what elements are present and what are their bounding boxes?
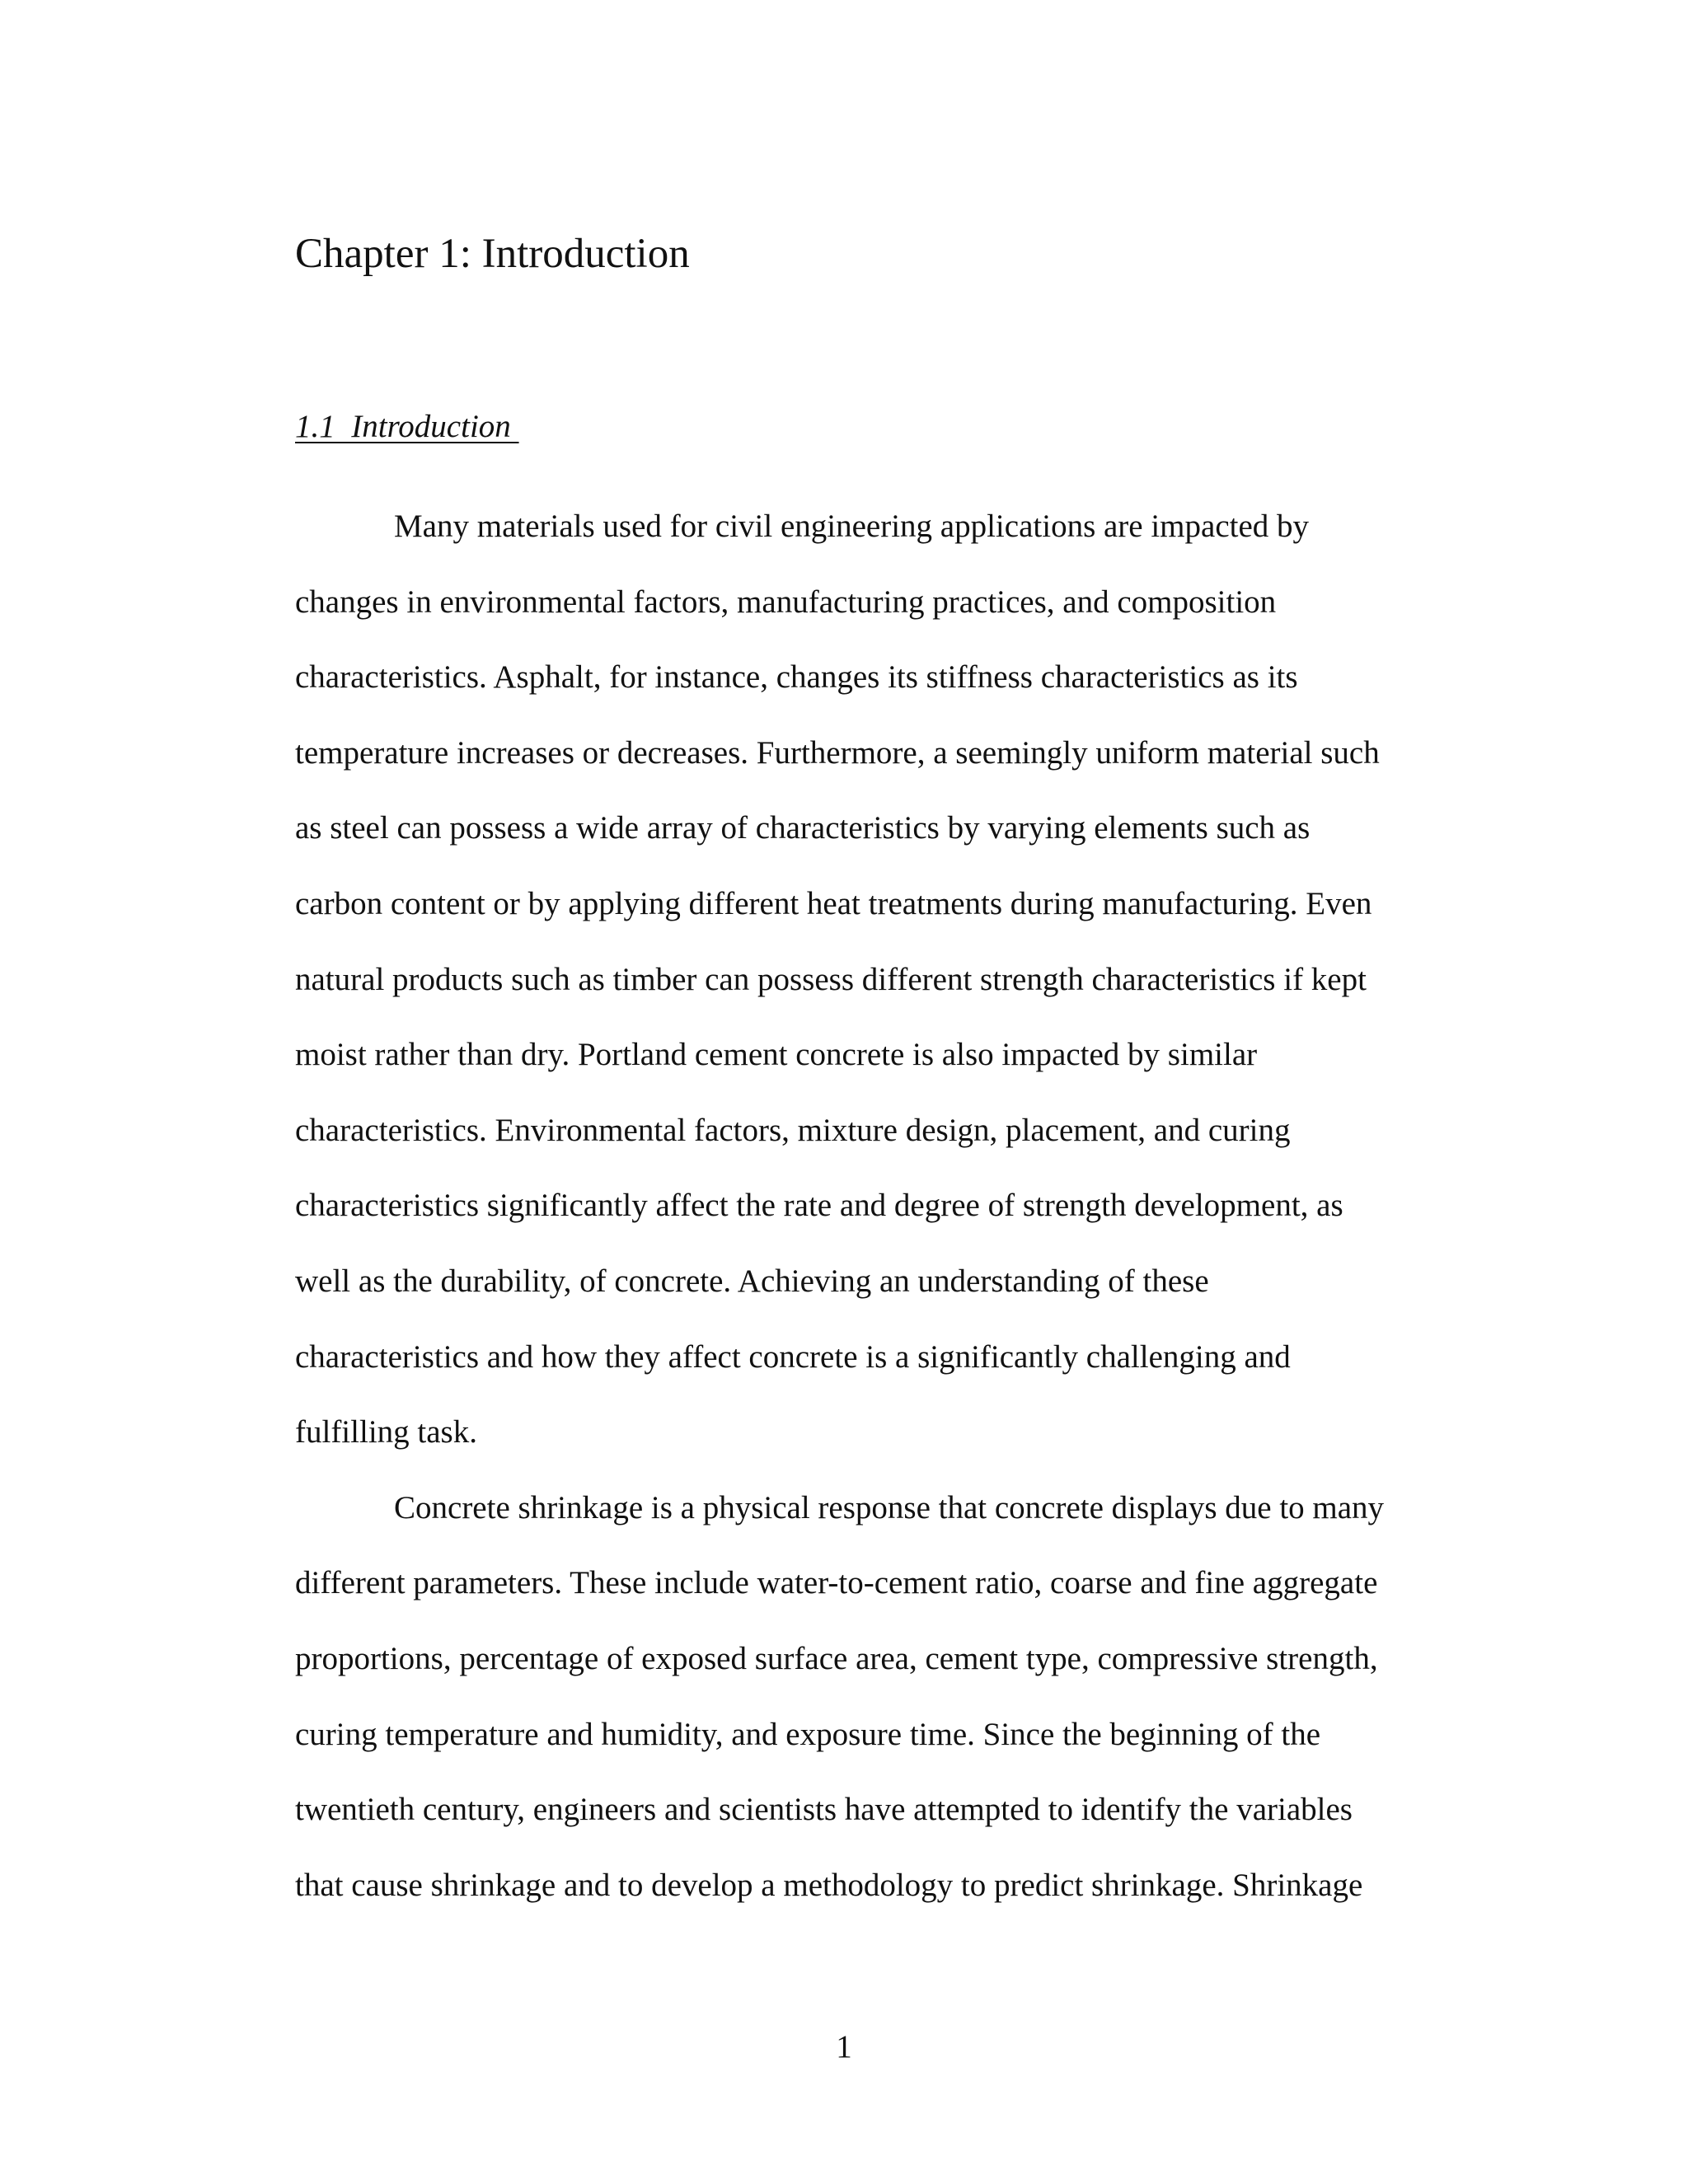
paragraph-2-line: that cause shrinkage and to develop a methodology to predict shrinkage. Shrinkage xyxy=(295,1867,1363,1903)
paragraph-1-line: fulfilling task. xyxy=(295,1414,477,1451)
paragraph-1-line: characteristics. Environmental factors, mixture design, placement, and curing xyxy=(295,1112,1291,1148)
paragraph-2-line: different parameters. These include water-to-cement ratio, coarse and fine aggregate xyxy=(295,1565,1378,1601)
paragraph-1-line: characteristics significantly affect the rate and degree of strength development, as xyxy=(295,1188,1343,1224)
paragraph-1-line: well as the durability, of concrete. Achieving an understanding of these xyxy=(295,1263,1209,1299)
paragraph-1-line: characteristics and how they affect concrete is a significantly challenging and xyxy=(295,1338,1291,1375)
paragraph-2-line: curing temperature and humidity, and exposure time. Since the beginning of the xyxy=(295,1716,1321,1752)
paragraph-1-line: as steel can possess a wide array of characteristics by varying elements such as xyxy=(295,810,1311,846)
paragraph-1-line: natural products such as timber can possess different strength characteristics if kept xyxy=(295,961,1367,997)
paragraph-1-line: moist rather than dry. Portland cement concrete is also impacted by similar xyxy=(295,1037,1258,1073)
paragraph-1-line: changes in environmental factors, manufacturing practices, and composition xyxy=(295,583,1277,620)
paragraph-2-line: proportions, percentage of exposed surface area, cement type, compressive strength, xyxy=(295,1640,1378,1676)
paragraph-1-line: carbon content or by applying different heat treatments during manufacturing. Even xyxy=(295,885,1372,921)
chapter-title: Chapter 1: Introduction xyxy=(295,231,690,277)
paragraph-2-line: Concrete shrinkage is a physical response that concrete displays due to many xyxy=(394,1489,1385,1526)
paragraph-2-line: twentieth century, engineers and scientists have attempted to identify the variables xyxy=(295,1792,1353,1828)
section-heading: 1.1 Introduction xyxy=(295,409,519,444)
paragraph-1-line: characteristics. Asphalt, for instance, changes its stiffness characteristics as its xyxy=(295,659,1298,696)
page-number: 1 xyxy=(836,2029,852,2064)
paragraph-1-line: Many materials used for civil engineering applications are impacted by xyxy=(394,509,1310,544)
paragraph-1-line: temperature increases or decreases. Furthermore, a seemingly uniform material such xyxy=(295,734,1380,771)
body-text xyxy=(295,489,1383,1923)
